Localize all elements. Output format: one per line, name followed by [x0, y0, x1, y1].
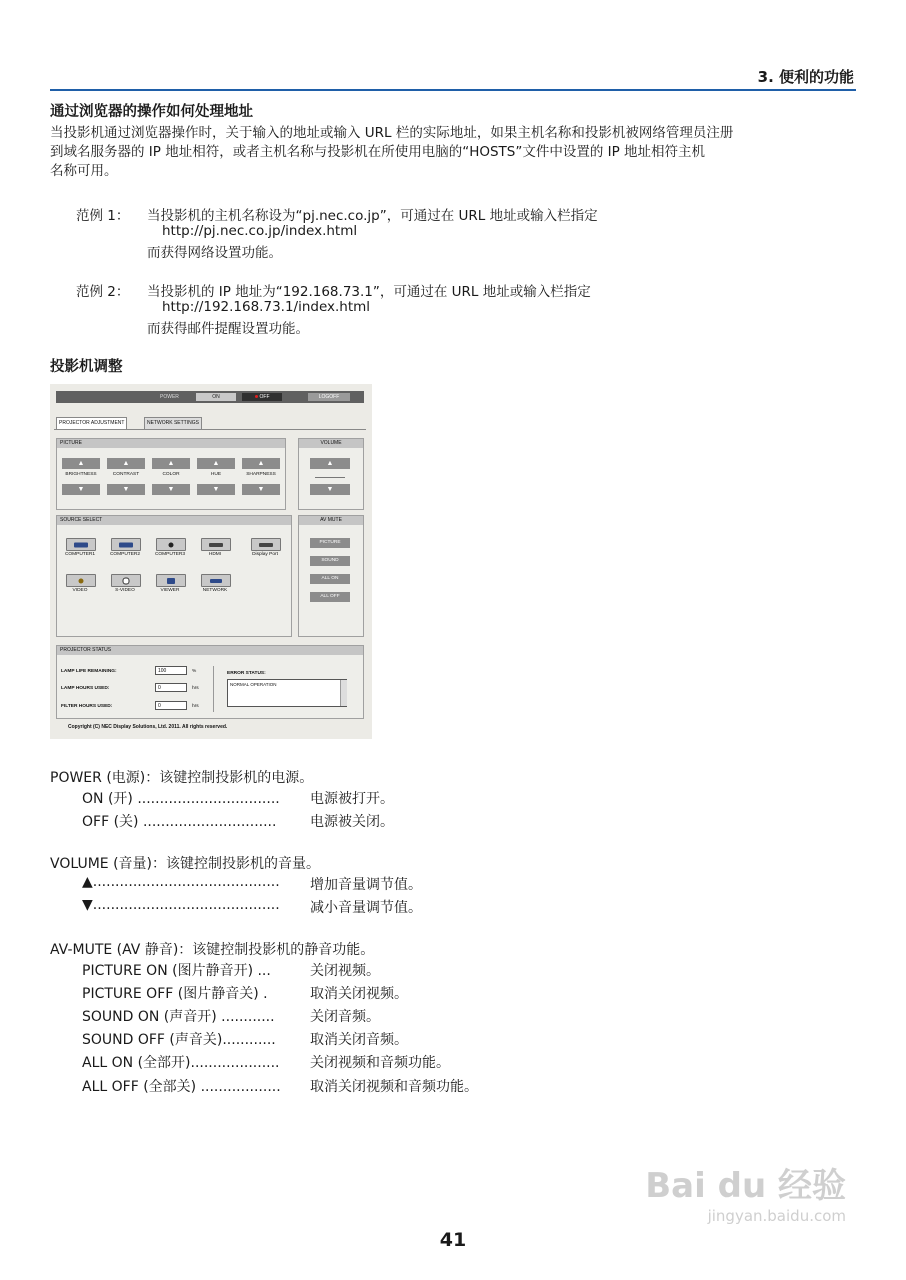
power-bar [56, 391, 364, 403]
error-status-value: NORMAL OPERATION [230, 682, 277, 687]
lamp-hours-unit: hrs [192, 686, 199, 691]
baidu-watermark [645, 1158, 846, 1225]
tab-network-settings[interactable]: NETWORK SETTINGS [144, 417, 202, 430]
computer2-icon[interactable] [111, 538, 141, 551]
all-off-desc-key: ALL OFF (全部关) .................. [82, 1079, 281, 1095]
intro-paragraph [50, 124, 858, 181]
sound-off-desc-key: SOUND OFF (声音关)............ [82, 1032, 276, 1048]
sound-on-desc-value: 关闭音频。 [310, 1009, 380, 1025]
sharpness-down-button[interactable]: ▼ [242, 484, 280, 495]
power-off-label: OFF [259, 394, 270, 400]
power-on-desc-key: ON (开) ................................ [82, 791, 280, 807]
volume-down-desc-value: 减小音量调节值。 [310, 900, 422, 916]
sound-on-desc-key: SOUND ON (声音开) ............ [82, 1009, 275, 1025]
hue-up-button[interactable]: ▲ [197, 458, 235, 469]
example-2-label: 范例 2： [76, 284, 130, 300]
intro-line: 当投影机通过浏览器操作时，关于输入的地址或输入 URL 栏的实际地址，如果主机名称和投影机被网络管理员注册 [50, 125, 734, 141]
projector-status-panel [56, 645, 364, 719]
color-down-button[interactable]: ▼ [152, 484, 190, 495]
example-1-text: 当投影机的主机名称设为“pj.nec.co.jp”，可通过在 URL 地址或输入栏指定 [147, 208, 598, 224]
filter-hours-unit: hrs [192, 704, 199, 709]
picture-panel-title: PICTURE [57, 439, 285, 448]
power-label: POWER [160, 394, 179, 400]
avmute-desc-title: AV-MUTE (AV 静音)：该键控制投影机的静音功能。 [50, 942, 375, 958]
example-1-url: http://pj.nec.co.jp/index.html [162, 223, 358, 239]
page-number: 41 [439, 1229, 467, 1251]
all-on-desc-key: ALL ON (全部开).................... [82, 1055, 280, 1071]
lamp-life-unit: % [192, 669, 197, 674]
filter-hours-label: FILTER HOURS USED: [61, 704, 113, 709]
header-rule [50, 89, 856, 91]
volume-down-desc-key: ▼.......................................... [82, 897, 280, 913]
picture-on-desc-value: 关闭视频。 [310, 963, 380, 979]
computer2-label: COMPUTER2 [109, 552, 141, 557]
volume-up-button[interactable]: ▲ [310, 458, 350, 469]
sound-off-desc-value: 取消关闭音频。 [310, 1032, 408, 1048]
volume-desc-title: VOLUME (音量)：该键控制投影机的音量。 [50, 856, 320, 872]
example-2-url: http://192.168.73.1/index.html [162, 299, 371, 315]
section-heading-address: 通过浏览器的操作如何处理地址 [50, 104, 253, 120]
example-2-text: 当投影机的 IP 地址为“192.168.73.1”，可通过在 URL 地址或输入栏指定 [147, 284, 591, 300]
volume-level-line [315, 477, 345, 478]
power-off-desc-key: OFF (关) .............................. [82, 814, 277, 830]
sharpness-label: SHARPNESS [246, 472, 276, 477]
hdmi-label: HDMI [208, 552, 222, 557]
volume-up-desc-key: ▲.......................................... [82, 874, 280, 890]
watermark-url: jingyan.baidu.com [707, 1207, 846, 1225]
color-up-button[interactable]: ▲ [152, 458, 190, 469]
filter-hours-field: 0 [155, 701, 187, 710]
source-panel-title: SOURCE SELECT [57, 516, 291, 525]
sharpness-up-button[interactable]: ▲ [242, 458, 280, 469]
power-desc-title: POWER (电源)：该键控制投影机的电源。 [50, 770, 314, 786]
network-icon[interactable] [201, 574, 231, 587]
hdmi-icon[interactable] [201, 538, 231, 551]
intro-line: 到域名服务器的 IP 地址相符，或者主机名称与投影机在所使用电脑的“HOSTS”文件中设置的 IP 地址相符主机 [50, 144, 706, 160]
lamp-hours-label: LAMP HOURS USED: [61, 686, 110, 691]
example-2-result: 而获得邮件提醒设置功能。 [147, 321, 309, 337]
tab-projector-adjustment[interactable]: PROJECTOR ADJUSTMENT [56, 417, 127, 430]
contrast-label: CONTRAST [112, 472, 140, 477]
video-label: VIDEO [72, 588, 88, 593]
brightness-label: BRIGHTNESS [65, 472, 97, 477]
example-1-label: 范例 1： [76, 208, 130, 224]
video-icon[interactable] [66, 574, 96, 587]
volume-panel-title: VOLUME [299, 439, 363, 448]
s-video-label: S-VIDEO [115, 588, 135, 593]
copyright-text: Copyright (C) NEC Display Solutions, Ltd. 2011. All rights reserved. [68, 724, 228, 730]
avmute-all-off-button[interactable]: ALL OFF [310, 592, 350, 602]
webui-screenshot [50, 384, 372, 739]
watermark-logo-text: Bai du 经验 [645, 1166, 846, 1206]
error-status-textarea[interactable] [227, 679, 347, 707]
avmute-panel [298, 515, 364, 637]
tab-divider [54, 429, 366, 430]
status-panel-title: PROJECTOR STATUS [57, 646, 363, 655]
power-on-desc-value: 电源被打开。 [310, 791, 394, 807]
computer1-icon[interactable] [66, 538, 96, 551]
avmute-picture-button[interactable]: PICTURE [310, 538, 350, 548]
brightness-down-button[interactable]: ▼ [62, 484, 100, 495]
lamp-life-label: LAMP LIFE REMAINING: [61, 669, 117, 674]
computer3-label: COMPUTER3 [154, 552, 186, 557]
power-off-button[interactable] [242, 393, 282, 401]
error-status-label: ERROR STATUS: [227, 671, 266, 676]
computer3-icon[interactable] [156, 538, 186, 551]
section-heading-adjustment: 投影机调整 [50, 359, 123, 375]
all-off-desc-value: 取消关闭视频和音频功能。 [310, 1079, 478, 1095]
network-label: NETWORK [202, 588, 228, 593]
intro-line: 名称可用。 [50, 163, 118, 179]
chapter-title: 3. 便利的功能 [757, 68, 854, 86]
volume-down-button[interactable]: ▼ [310, 484, 350, 495]
error-status-scrollbar[interactable] [340, 680, 347, 706]
volume-up-desc-value: 增加音量调节值。 [310, 877, 422, 893]
s-video-icon[interactable] [111, 574, 141, 587]
source-select-panel [56, 515, 292, 637]
lamp-life-field: 100 [155, 666, 187, 675]
picture-off-desc-value: 取消关闭视频。 [310, 986, 408, 1002]
status-dot-icon [255, 395, 258, 398]
avmute-sound-button[interactable]: SOUND [310, 556, 350, 566]
lamp-hours-field: 0 [155, 683, 187, 692]
power-off-desc-value: 电源被关闭。 [310, 814, 394, 830]
color-label: COLOR [162, 472, 180, 477]
avmute-panel-title: AV MUTE [299, 516, 363, 525]
displayport-icon[interactable] [251, 538, 281, 551]
picture-off-desc-key: PICTURE OFF (图片静音关) . [82, 986, 268, 1002]
displayport-label: Display Port [252, 552, 278, 557]
computer1-label: COMPUTER1 [64, 552, 96, 557]
hue-label: HUE [210, 472, 222, 477]
status-divider [213, 666, 214, 712]
all-on-desc-value: 关闭视频和音频功能。 [310, 1055, 450, 1071]
viewer-icon[interactable] [156, 574, 186, 587]
volume-panel [298, 438, 364, 510]
contrast-up-button[interactable]: ▲ [107, 458, 145, 469]
contrast-down-button[interactable]: ▼ [107, 484, 145, 495]
example-1-result: 而获得网络设置功能。 [147, 245, 282, 261]
viewer-label: VIEWER [160, 588, 180, 593]
picture-on-desc-key: PICTURE ON (图片静音开) ... [82, 963, 271, 979]
avmute-all-on-button[interactable]: ALL ON [310, 574, 350, 584]
brightness-up-button[interactable]: ▲ [62, 458, 100, 469]
picture-panel [56, 438, 286, 510]
hue-down-button[interactable]: ▼ [197, 484, 235, 495]
logoff-button[interactable]: LOGOFF [308, 393, 350, 401]
power-on-button[interactable]: ON [196, 393, 236, 401]
